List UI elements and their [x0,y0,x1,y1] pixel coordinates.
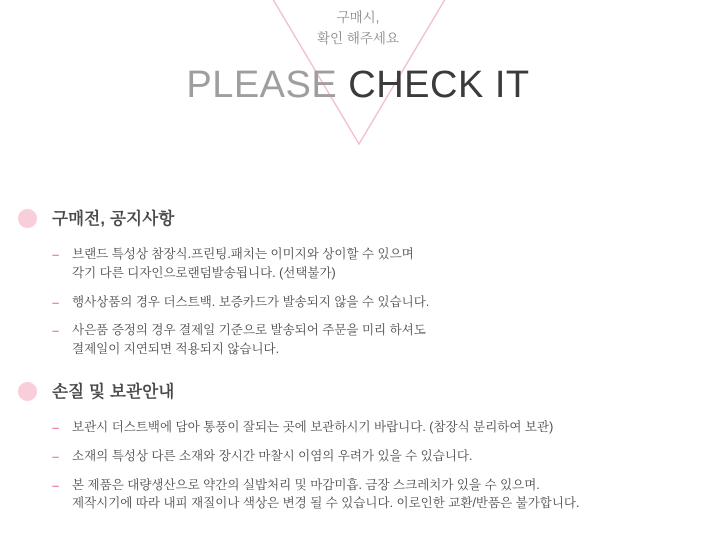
list-item-line1: 행사상품의 경우 더스트백. 보증카드가 발송되지 않을 수 있습니다. [72,294,430,309]
list-item-line1: 사은품 증정의 경우 결제일 기준으로 발송되어 주문을 미리 하셔도 [72,323,426,338]
dash-marker-icon: – [52,477,60,493]
bullet-dot-icon [18,382,37,401]
dash-marker-icon: – [52,448,60,464]
list-item [0,293,716,312]
list-item-line2: 제작시기에 따라 내피 재질이나 색상은 변경 될 수 있습니다. 이로인한 교환/반품은 불가합니다. [72,496,580,511]
notice-list [0,245,716,359]
dash-marker-icon: – [52,294,60,310]
section-header [0,205,716,239]
page-title-part2: CHECK IT [348,64,530,106]
page-title-part1: PLEASE [186,64,349,106]
page-subtitle-line1: 구매시, [336,10,380,25]
list-item-line1: 소재의 특성상 다른 소재와 장시간 마찰시 이염의 우려가 있을 수 있습니다. [72,448,473,463]
list-item-line2: 결제일이 지연되면 적용되지 않습니다. [72,342,280,356]
dash-marker-icon: – [52,420,60,435]
list-item-line1: 본 제품은 대량생산으로 약간의 실밥처리 및 마감미흡. 금장 스크레치가 있을 수 있으며. [72,477,540,492]
section-header [0,378,716,412]
page-subtitle [0,8,716,50]
list-item-line2: 각기 다른 디자인으로랜덤발송됩니다. (선택불가) [72,265,336,280]
page-title [0,64,716,107]
list-item [0,321,716,359]
dash-marker-icon: – [52,323,60,339]
page-subtitle-line2: 확인 해주세요 [317,30,399,46]
list-item [0,476,716,514]
notice-section-care [0,378,716,523]
list-item-line1: 보관시 더스트백에 담아 통풍이 잘되는 곳에 보관하시기 바랍니다. (참장식 분리하여 보관) [72,420,554,434]
list-item [0,447,716,466]
section-title: 손질 및 보관안내 [52,383,175,401]
dash-marker-icon: – [52,247,60,262]
notice-list [0,418,716,513]
section-title: 구매전, 공지사항 [52,210,175,228]
bullet-dot-icon [18,209,37,228]
notice-section-purchase [0,205,716,369]
list-item-line1: 브랜드 특성상 참장식.프린팅.패치는 이미지와 상이할 수 있으며 [72,247,414,261]
list-item [0,245,716,283]
list-item [0,418,716,437]
page-header [0,0,716,170]
